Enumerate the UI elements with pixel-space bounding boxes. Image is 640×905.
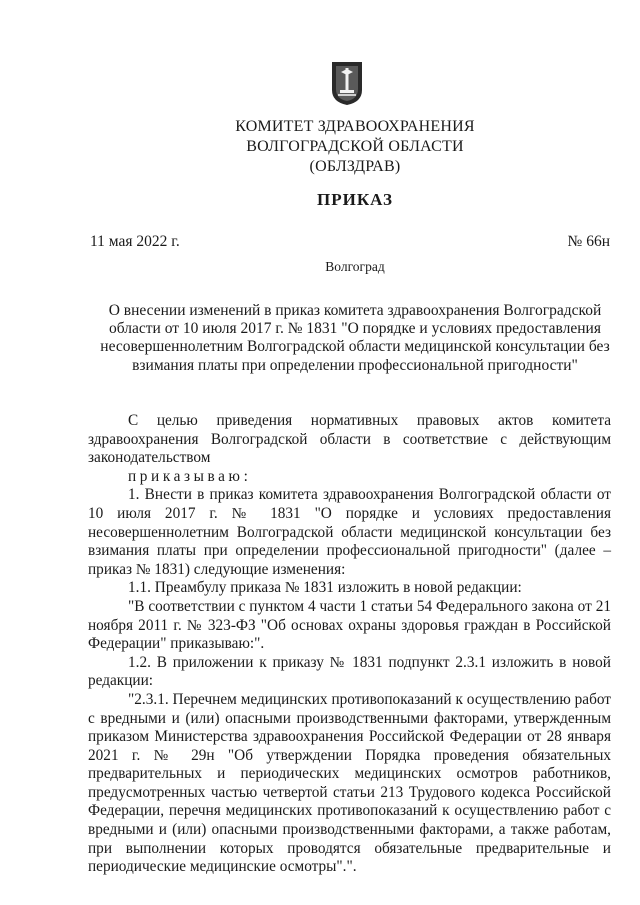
document-date: 11 мая 2022 г. [90, 233, 180, 250]
volgograd-coat-of-arms-icon [330, 60, 364, 106]
org-line-3: (ОБЛЗДРАВ) [309, 158, 401, 175]
body-paragraph: "2.3.1. Перечнем медицинских противопоказаний к осуществлению работ с вредными и (или) опасными производственными факторами, утвержденным приказом Министерства здравоохранения Российской Федерации от 28 января 2021 г. № 29н "Об утверждении Порядка проведения обязательных предварительных и периодических медицинских осмотров работников, предусмотренных частью четвертой статьи 213 Трудового кодекса Российской Федерации, перечня медицинских противопоказаний к осуществлению работ с вредными и (или) опасными производственными факторами, а также работам, при выполнении которых проводятся обязательные предварительные и периодические медицинские осмотры".". [88, 690, 611, 876]
org-line-1: КОМИТЕТ ЗДРАВООХРАНЕНИЯ [235, 118, 475, 135]
document-body [88, 412, 611, 877]
organization-name [170, 117, 540, 177]
body-paragraph: 1.1. Преамбулу приказа № 1831 изложить в новой редакции: [128, 579, 522, 597]
body-paragraph: С целью приведения нормативных правовых актов комитета здравоохранения Волгоградской области в соответствие с действующим законодательством [88, 412, 611, 467]
org-line-2: ВОЛГОГРАДСКОЙ ОБЛАСТИ [246, 138, 464, 155]
body-paragraph: 1. Внести в приказ комитета здравоохранения Волгоградской области от 10 июля 2017 г. № 1831 "О порядке и условиях предоставления несовершеннолетним Волгоградской области медицинской консультации без взимания платы при определении профессиональной пригодности" (далее – приказ № 1831) следующие изменения: [88, 486, 611, 578]
body-paragraph: 1.2. В приложении к приказу № 1831 подпункт 2.3.1 изложить в новой редакции: [88, 653, 611, 690]
body-paragraph: "В соответствии с пунктом 4 части 1 статьи 54 Федерального закона от 21 ноября 2011 г. № 323-ФЗ "Об основах охраны здоровья граждан в Российской Федерации" приказываю:". [88, 597, 611, 653]
body-paragraph-order: приказываю: [128, 467, 252, 485]
document-number: № 66н [567, 233, 610, 250]
document-city: Волгоград [325, 259, 385, 274]
document-type: ПРИКАЗ [317, 190, 393, 209]
document-subject: О внесении изменений в приказ комитета здравоохранения Волгоградской области от 10 июля 2017 г. № 1831 "О порядке и условиях предоставления несовершеннолетним Волгоградской области медицинской консультации без взимания платы при определении профессиональной пригодности" [100, 302, 610, 374]
